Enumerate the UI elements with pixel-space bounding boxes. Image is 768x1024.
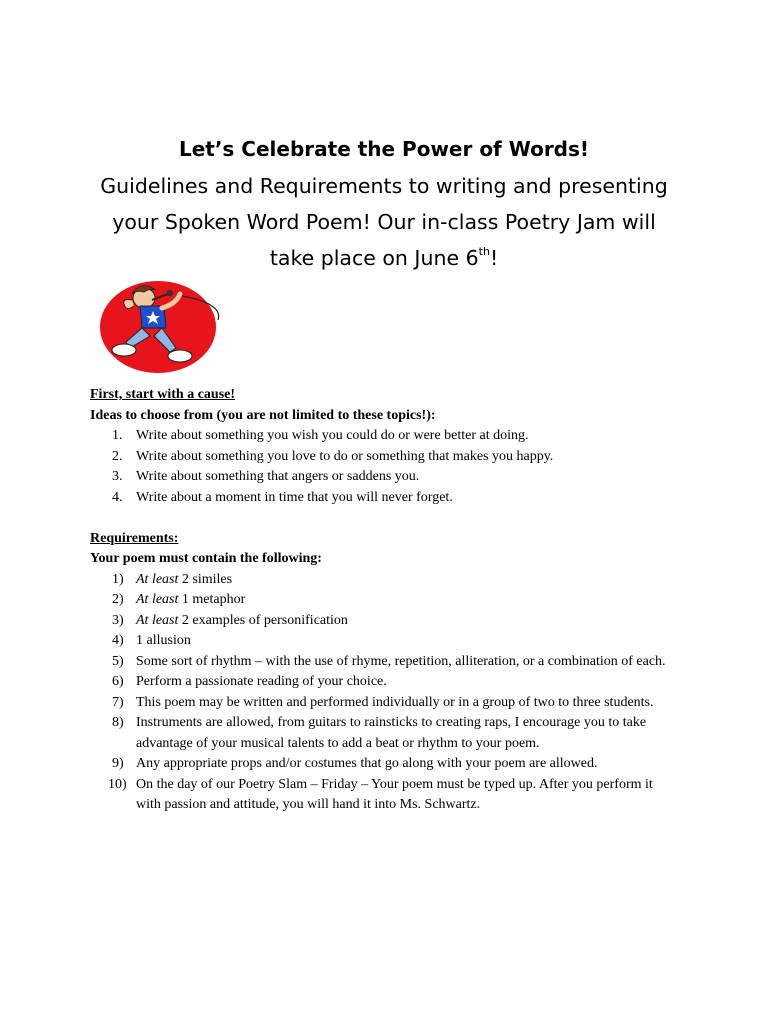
list-item-text: Any appropriate props and/or costumes that go along with your poem are allowed. xyxy=(136,756,598,771)
list-item-number: 3) xyxy=(112,612,124,628)
list-item-number: 1) xyxy=(112,571,124,587)
subtitle-line-2: your Spoken Word Poem! Our in-class Poetry Jam will xyxy=(112,210,656,234)
list-item-emphasis: At least xyxy=(136,612,179,628)
subtitle-line-3 xyxy=(60,240,708,276)
list-item-number: 6) xyxy=(112,674,124,689)
list-item xyxy=(90,611,680,632)
list-item-emphasis: At least xyxy=(136,592,179,607)
section-requirements-lead: Your poem must contain the following: xyxy=(90,551,322,566)
list-item-text: Write about something that angers or saddens you. xyxy=(136,469,420,484)
section-requirements xyxy=(90,529,680,816)
list-item xyxy=(90,631,680,652)
list-item-number: 1. xyxy=(112,428,123,443)
document-body xyxy=(90,385,680,816)
singer-clipart-image xyxy=(96,278,226,374)
list-item-number: 4. xyxy=(112,489,123,505)
list-item-text: 1 metaphor xyxy=(178,592,246,607)
list-item-text: Instruments are allowed, from guitars to rainsticks to creating raps, I encourage you to take advantage of your musical talents to add a beat or rhythm to your poem. xyxy=(136,715,647,751)
date-ordinal-suffix: th xyxy=(478,245,490,258)
list-item xyxy=(90,426,680,447)
list-item xyxy=(90,713,680,754)
subtitle-line-1: Guidelines and Requirements to writing and presenting xyxy=(100,174,668,198)
list-item-text: Perform a passionate reading of your choice. xyxy=(136,674,387,689)
list-item-text: Write about something you love to do or something that makes you happy. xyxy=(136,448,554,464)
page-subtitle xyxy=(60,168,708,276)
section-gap xyxy=(90,508,680,529)
list-item-number: 4) xyxy=(112,633,124,648)
list-item-number: 2) xyxy=(112,592,124,607)
list-item-text: Some sort of rhythm – with the use of rhyme, repetition, alliteration, or a combination of each. xyxy=(136,653,666,669)
list-item-number: 5) xyxy=(112,653,124,669)
page-title: Let’s Celebrate the Power of Words! xyxy=(178,137,590,161)
list-item-number: 2. xyxy=(112,448,123,464)
list-item-number: 10) xyxy=(108,776,127,792)
list-item xyxy=(90,672,680,693)
ideas-list xyxy=(90,426,680,508)
list-item xyxy=(90,775,680,816)
list-item-text: 2 examples of personification xyxy=(178,612,348,628)
list-item-text: 1 allusion xyxy=(136,633,191,648)
list-item xyxy=(90,570,680,591)
list-item-number: 9) xyxy=(112,756,124,771)
list-item xyxy=(90,488,680,509)
section-ideas-heading: First, start with a cause! xyxy=(90,387,236,402)
list-item-number: 8) xyxy=(112,715,124,730)
section-ideas xyxy=(90,385,680,508)
section-requirements-heading: Requirements: xyxy=(90,530,179,546)
list-item-text: Write about something you wish you could do or were better at doing. xyxy=(136,428,529,443)
list-item-number: 3. xyxy=(112,469,123,484)
list-item-text: On the day of our Poetry Slam – Friday – Your poem must be typed up. After you perform it with passion and attitude, you will hand it into Ms. Schwartz. xyxy=(136,776,653,812)
list-item-number: 7) xyxy=(112,694,124,710)
list-item xyxy=(90,467,680,488)
list-item-text: 2 similes xyxy=(178,571,233,587)
subtitle-line-3-end: ! xyxy=(489,246,499,270)
section-ideas-lead: Ideas to choose from (you are not limited to these topics!): xyxy=(90,407,436,423)
requirements-list xyxy=(90,570,680,816)
list-item xyxy=(90,447,680,468)
list-item-text: This poem may be written and performed individually or in a group of two to three students. xyxy=(136,694,654,710)
list-item-emphasis: At least xyxy=(136,571,179,587)
list-item xyxy=(90,652,680,673)
list-item xyxy=(90,693,680,714)
list-item xyxy=(90,754,680,775)
list-item xyxy=(90,590,680,611)
subtitle-line-3-text: take place on June 6 xyxy=(269,246,479,270)
list-item-text: Write about a moment in time that you will never forget. xyxy=(136,489,453,505)
